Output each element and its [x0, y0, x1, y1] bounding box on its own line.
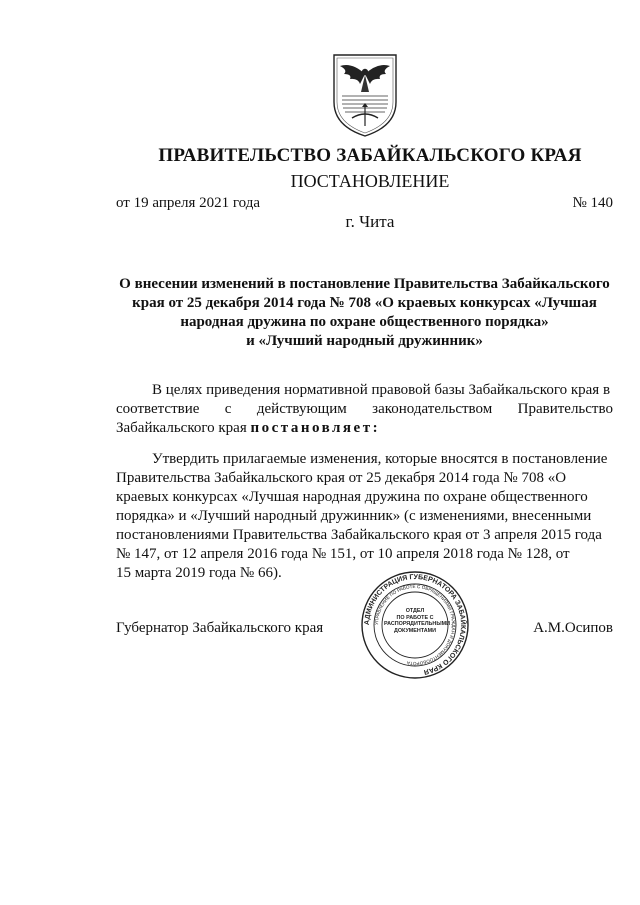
paragraph-line: № 147, от 12 апреля 2016 года № 151, от 10 апреля 2018 года № 128, от	[116, 546, 570, 562]
signatory-name: А.М.Осипов	[533, 620, 613, 636]
paragraph-line: В целях приведения нормативной правовой базы Забайкальского края в	[152, 382, 611, 398]
paragraph-text: Забайкальского края	[116, 420, 251, 436]
word: законодательством	[372, 401, 493, 417]
stamp-line: ДОКУМЕНТАМИ	[393, 627, 436, 634]
paragraph-line: Утвердить прилагаемые изменения, которые вносятся в постановление	[152, 451, 608, 467]
document-number: № 140	[572, 195, 613, 211]
paragraph-line: порядка» и «Лучший народный дружинник» (с изменениями, внесенными	[116, 508, 592, 524]
word: Правительство	[517, 401, 613, 417]
word: соответствие	[116, 401, 200, 417]
coat-of-arms-eagle-icon	[330, 52, 400, 138]
paragraph-line	[116, 419, 613, 438]
resolution-paragraph	[116, 450, 613, 583]
word: с	[224, 401, 232, 417]
stamp-center-text	[384, 608, 450, 634]
signatory-role: Губернатор Забайкальского края	[116, 620, 324, 636]
stamp-line: ОТДЕЛ	[405, 608, 425, 614]
subject-line: народная дружина по охране общественного порядка»	[180, 314, 549, 330]
word: действующим	[256, 401, 347, 417]
paragraph-line: Правительства Забайкальского края от 25 декабря 2014 года № 708 «О	[116, 470, 567, 486]
subject-line: и «Лучший народный дружинник»	[246, 333, 483, 349]
stamp-outer-text: АДМИНИСТРАЦИЯ ГУБЕРНАТОРА ЗАБАЙКАЛЬСКОГО КРАЯ	[363, 573, 467, 676]
preamble-paragraph	[116, 381, 613, 438]
official-stamp	[360, 570, 470, 680]
subject-line: края от 25 декабря 2014 года № 708 «О краевых конкурсах «Лучшая	[132, 295, 597, 311]
document-city: г. Чита	[345, 212, 395, 231]
resolves-keyword: постановляет:	[250, 420, 381, 436]
stamp-line: ПО РАБОТЕ С	[396, 614, 434, 621]
document-subject	[116, 275, 613, 351]
paragraph-line: 15 марта 2019 года № 66).	[116, 565, 282, 581]
document-date: от 19 апреля 2021 года	[116, 195, 261, 211]
document-type: ПОСТАНОВЛЕНИЕ	[290, 171, 450, 191]
subject-line: О внесении изменений в постановление Правительства Забайкальского	[119, 276, 610, 292]
paragraph-line	[116, 400, 613, 419]
paragraph-line: краевых конкурсах «Лучшая народная дружина по охране общественного	[116, 489, 588, 505]
paragraph-line: постановлениями Правительства Забайкальского края от 3 апреля 2015 года	[116, 527, 602, 543]
government-title: ПРАВИТЕЛЬСТВО ЗАБАЙКАЛЬСКОГО КРАЯ	[158, 145, 582, 166]
stamp-line: РАСПОРЯДИТЕЛЬНЫМИ	[384, 621, 450, 628]
stamp-inner-text: УПРАВЛЕНИЕ ПО РАБОТЕ С ОБРАЩЕНИЯМИ ГРАЖДАН И ДОКУМЕНТООБОРОТА	[373, 583, 457, 667]
